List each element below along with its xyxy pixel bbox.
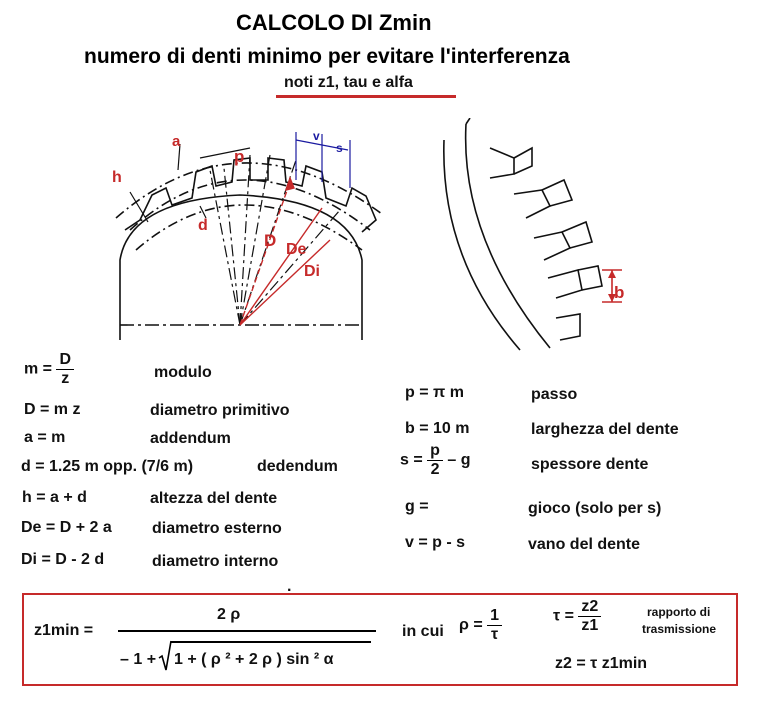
z1min-fraction-bar: [118, 630, 376, 632]
desc-tooth-height: altezza del dente: [150, 490, 278, 507]
desc-tooth-thickness: spessore dente: [531, 456, 649, 473]
desc-modulo: modulo: [154, 364, 212, 381]
modulo-den: z: [61, 370, 70, 387]
thickness-num: p: [427, 443, 443, 461]
dot-mark: ·: [287, 582, 293, 599]
label-h: h: [112, 169, 122, 186]
tau-definition: τ = $\frac{z2}{z1}$: [553, 599, 601, 634]
label-v: v: [313, 129, 320, 143]
rho-definition: ρ = $\frac{1}{\tau}$: [459, 608, 502, 643]
gear-side-diagram: [430, 118, 640, 353]
inner-circle: [136, 205, 362, 250]
in-cui-label: in cui: [402, 623, 444, 640]
desc-inner-diameter: diametro interno: [152, 553, 279, 570]
desc-tooth-space: vano del dente: [528, 536, 641, 553]
z1min-denominator-root: 1 + ( ρ ² + 2 ρ ) sin ² α: [174, 651, 334, 668]
sqrt-overline: [171, 641, 371, 643]
label-p: p: [234, 147, 245, 166]
modulo-num: D: [56, 352, 74, 370]
formula-dedendum: d = 1.25 m opp. (7/6 m): [21, 458, 194, 475]
sqrt-sign-icon: [158, 640, 172, 672]
gear-outer-face: [444, 140, 520, 350]
gear-front-diagram: [100, 110, 400, 350]
desc-outer-diameter: diametro esterno: [152, 520, 282, 537]
desc-clearance: gioco (solo per s): [528, 500, 662, 517]
ratio-label-1: rapporto di: [647, 605, 711, 619]
desc-pitch: passo: [531, 386, 578, 403]
desc-primitive-diameter: diametro primitivo: [150, 402, 290, 419]
z1min-denominator-prefix: – 1 +: [120, 651, 157, 668]
formula-tooth-height: h = a + d: [22, 489, 87, 506]
formula-tooth-width: b = 10 m: [405, 420, 470, 437]
formula-inner-diameter: Di = D - 2 d: [21, 551, 105, 568]
formula-primitive-diameter: D = m z: [24, 401, 81, 418]
ratio-label-2: trasmissione: [642, 622, 717, 636]
radius-Di-line: [240, 240, 330, 325]
formula-modulo: m = $\frac{D}{z}$: [24, 352, 74, 387]
label-d: d: [198, 217, 208, 234]
z2-formula: z2 = τ z1min: [555, 655, 648, 672]
formula-addendum: a = m: [24, 429, 66, 446]
z1min-lhs: z1min =: [34, 622, 94, 639]
label-s: s: [336, 141, 343, 155]
gear-inner-face: [466, 124, 550, 348]
page-title: CALCOLO DI Zmin: [236, 10, 432, 35]
label-b: b: [614, 283, 625, 302]
label-Di: Di: [304, 263, 320, 280]
formula-pitch: p = π m: [405, 384, 464, 401]
thickness-den: 2: [430, 461, 440, 478]
note-underline: [276, 95, 456, 98]
desc-addendum: addendum: [150, 430, 231, 447]
desc-tooth-width: larghezza del dente: [531, 421, 679, 438]
formula-clearance: g =: [405, 498, 429, 515]
formula-tooth-space: v = p - s: [405, 534, 466, 551]
label-a: a: [172, 133, 181, 150]
label-D: D: [264, 231, 277, 250]
formula-tooth-thickness: s = $\frac{p}{2}$ – g: [400, 442, 471, 478]
desc-dedendum: dedendum: [257, 458, 338, 475]
given-data-note: noti z1, tau e alfa: [284, 74, 413, 91]
z1min-numerator: 2 ρ: [217, 606, 241, 623]
page-subtitle: numero di denti minimo per evitare l'interferenza: [84, 45, 570, 68]
formula-outer-diameter: De = D + 2 a: [21, 519, 112, 536]
label-De: De: [286, 241, 307, 258]
